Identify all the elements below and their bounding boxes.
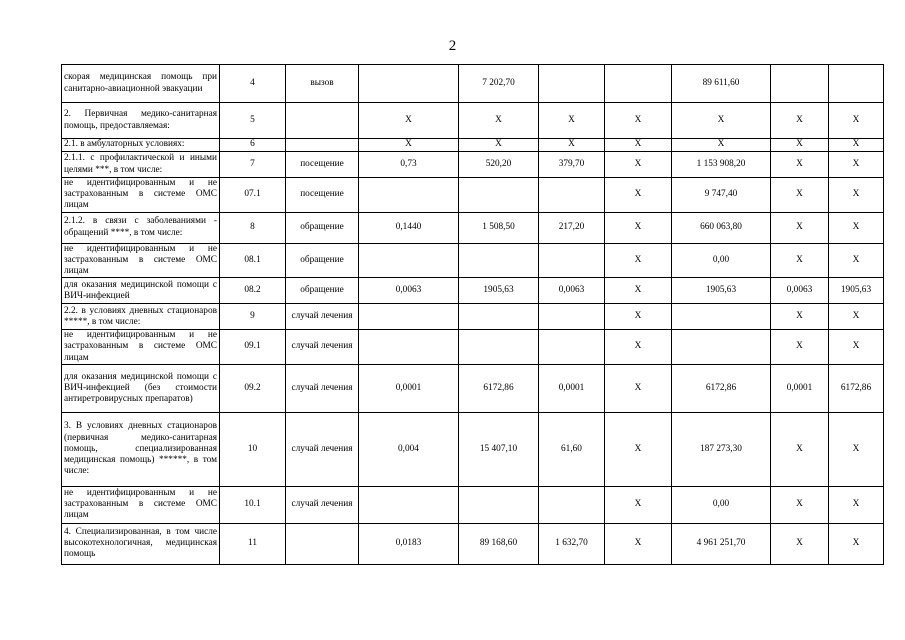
cost-cell: 1905,63 (459, 278, 539, 304)
unit-cell: случай лечения (286, 304, 359, 330)
col-6-cell: X (605, 103, 672, 139)
page-number: 2 (448, 38, 457, 54)
cost-cell: 15 407,10 (459, 412, 539, 486)
col-8-cell: 0,0001 (771, 364, 829, 412)
table-row (62, 152, 884, 178)
row-number-cell: 10.1 (220, 486, 286, 523)
total-cell: 660 063,80 (672, 212, 771, 243)
col-9-cell: X (829, 486, 884, 523)
col-9-cell: 1905,63 (829, 278, 884, 304)
col-9-cell: X (829, 152, 884, 178)
row-number-cell: 9 (220, 304, 286, 330)
col-6-cell: X (605, 486, 672, 523)
unit-cell: обращение (286, 243, 359, 278)
row-number-cell: 7 (220, 152, 286, 178)
unit-cell: обращение (286, 212, 359, 243)
per-capita-cell: X (539, 103, 605, 139)
unit-cell: обращение (286, 278, 359, 304)
row-name-cell: для оказания медицинской помощи с ВИЧ-инфекцией (62, 278, 220, 304)
col-9-cell: X (829, 212, 884, 243)
cost-cell: X (459, 139, 539, 152)
cost-cell (459, 486, 539, 523)
row-name-cell: 2.1.1. с профилактической и иными целями ***, в том числе: (62, 152, 220, 178)
volume-cell (359, 304, 459, 330)
row-name-cell: не идентифицированным и не застрахованным в системе ОМС лицам (62, 243, 220, 278)
table-row (62, 278, 884, 304)
cost-cell: 520,20 (459, 152, 539, 178)
row-name-cell: не идентифицированным и не застрахованным в системе ОМС лицам (62, 486, 220, 523)
col-8-cell: X (771, 103, 829, 139)
per-capita-cell (539, 330, 605, 365)
table-row (62, 103, 884, 139)
volume-cell: 0,73 (359, 152, 459, 178)
row-number-cell: 10 (220, 412, 286, 486)
table-row (62, 243, 884, 278)
row-number-cell: 8 (220, 212, 286, 243)
row-name-cell: не идентифицированным и не застрахованным в системе ОМС лицам (62, 330, 220, 365)
total-cell: X (672, 103, 771, 139)
row-number-cell: 08.2 (220, 278, 286, 304)
row-name-cell: 2.2. в условиях дневных стационаров *****, в том числе: (62, 304, 220, 330)
table-row (62, 212, 884, 243)
volume-cell: 0,0063 (359, 278, 459, 304)
table-row (62, 523, 884, 564)
col-9-cell: X (829, 178, 884, 213)
per-capita-cell (539, 65, 605, 103)
per-capita-cell: 1 632,70 (539, 523, 605, 564)
col-6-cell (605, 65, 672, 103)
volume-cell: 0,004 (359, 412, 459, 486)
per-capita-cell: 61,60 (539, 412, 605, 486)
cost-cell (459, 243, 539, 278)
col-8-cell: X (771, 152, 829, 178)
volume-cell: X (359, 103, 459, 139)
table-row (62, 330, 884, 365)
per-capita-cell: 217,20 (539, 212, 605, 243)
row-number-cell: 11 (220, 523, 286, 564)
volume-cell (359, 330, 459, 365)
unit-cell (286, 523, 359, 564)
col-8-cell (771, 65, 829, 103)
per-capita-cell: 0,0001 (539, 364, 605, 412)
cost-cell: 6172,86 (459, 364, 539, 412)
col-6-cell: X (605, 178, 672, 213)
unit-cell: случай лечения (286, 364, 359, 412)
row-number-cell: 08.1 (220, 243, 286, 278)
table-row (62, 178, 884, 213)
col-9-cell: X (829, 304, 884, 330)
col-9-cell (829, 65, 884, 103)
row-name-cell: для оказания медицинской помощи с ВИЧ-инфекцией (без стоимости антиретровирусных препаратов) (62, 364, 220, 412)
col-6-cell: X (605, 330, 672, 365)
cost-cell: 7 202,70 (459, 65, 539, 103)
table-row (62, 304, 884, 330)
col-6-cell: X (605, 304, 672, 330)
col-8-cell: X (771, 212, 829, 243)
per-capita-cell: 0,0063 (539, 278, 605, 304)
col-9-cell: X (829, 330, 884, 365)
row-name-cell: не идентифицированным и не застрахованным в системе ОМС лицам (62, 178, 220, 213)
per-capita-cell: X (539, 139, 605, 152)
volume-cell: 0,1440 (359, 212, 459, 243)
table-row (62, 364, 884, 412)
table-row (62, 412, 884, 486)
col-9-cell: 6172,86 (829, 364, 884, 412)
total-cell: 89 611,60 (672, 65, 771, 103)
unit-cell: вызов (286, 65, 359, 103)
total-cell: 1 153 908,20 (672, 152, 771, 178)
table-row (62, 486, 884, 523)
col-8-cell: X (771, 304, 829, 330)
col-8-cell: X (771, 243, 829, 278)
total-cell: 0,00 (672, 243, 771, 278)
col-9-cell: X (829, 139, 884, 152)
col-9-cell: X (829, 412, 884, 486)
row-number-cell: 4 (220, 65, 286, 103)
cost-cell (459, 304, 539, 330)
total-cell: 187 273,30 (672, 412, 771, 486)
total-cell: 0,00 (672, 486, 771, 523)
volume-cell: 0,0183 (359, 523, 459, 564)
cost-cell: 89 168,60 (459, 523, 539, 564)
col-8-cell: X (771, 523, 829, 564)
col-9-cell: X (829, 103, 884, 139)
row-name-cell: 2.1. в амбулаторных условиях: (62, 139, 220, 152)
col-9-cell: X (829, 243, 884, 278)
col-6-cell: X (605, 523, 672, 564)
col-8-cell: X (771, 139, 829, 152)
col-8-cell: 0,0063 (771, 278, 829, 304)
col-6-cell: X (605, 243, 672, 278)
volume-cell: 0,0001 (359, 364, 459, 412)
unit-cell: посещение (286, 178, 359, 213)
col-9-cell: X (829, 523, 884, 564)
col-6-cell: X (605, 152, 672, 178)
col-6-cell: X (605, 364, 672, 412)
total-cell: 6172,86 (672, 364, 771, 412)
row-number-cell: 07.1 (220, 178, 286, 213)
unit-cell: посещение (286, 152, 359, 178)
volume-cell: X (359, 139, 459, 152)
unit-cell (286, 103, 359, 139)
row-number-cell: 5 (220, 103, 286, 139)
col-8-cell: X (771, 330, 829, 365)
total-cell: 9 747,40 (672, 178, 771, 213)
col-6-cell: X (605, 412, 672, 486)
volume-cell (359, 65, 459, 103)
col-8-cell: X (771, 486, 829, 523)
per-capita-cell (539, 486, 605, 523)
unit-cell: случай лечения (286, 412, 359, 486)
table-row (62, 65, 884, 103)
table-row (62, 139, 884, 152)
volume-cell (359, 243, 459, 278)
row-number-cell: 09.1 (220, 330, 286, 365)
per-capita-cell (539, 178, 605, 213)
total-cell (672, 304, 771, 330)
row-number-cell: 6 (220, 139, 286, 152)
cost-cell: 1 508,50 (459, 212, 539, 243)
unit-cell (286, 139, 359, 152)
cost-cell: X (459, 103, 539, 139)
volume-cell (359, 178, 459, 213)
col-8-cell: X (771, 412, 829, 486)
row-name-cell: 2.1.2. в связи с заболеваниями - обращений ****, в том числе: (62, 212, 220, 243)
total-cell (672, 330, 771, 365)
col-8-cell: X (771, 178, 829, 213)
per-capita-cell (539, 243, 605, 278)
unit-cell: случай лечения (286, 330, 359, 365)
total-cell: 1905,63 (672, 278, 771, 304)
unit-cell: случай лечения (286, 486, 359, 523)
col-6-cell: X (605, 139, 672, 152)
total-cell: 4 961 251,70 (672, 523, 771, 564)
row-name-cell: 3. В условиях дневных стационаров (первичная медико-санитарная помощь, специализированная медицинская помощь) ******, в том числе: (62, 412, 220, 486)
tariff-table (61, 64, 884, 565)
row-name-cell: 2. Первичная медико-санитарная помощь, предоставляемая: (62, 103, 220, 139)
volume-cell (359, 486, 459, 523)
cost-cell (459, 330, 539, 365)
row-name-cell: 4. Специализированная, в том числе высокотехнологичная, медицинская помощь (62, 523, 220, 564)
row-number-cell: 09.2 (220, 364, 286, 412)
per-capita-cell: 379,70 (539, 152, 605, 178)
col-6-cell: X (605, 278, 672, 304)
row-name-cell: скорая медицинская помощь при санитарно-авиационной эвакуации (62, 65, 220, 103)
per-capita-cell (539, 304, 605, 330)
total-cell: X (672, 139, 771, 152)
col-6-cell: X (605, 212, 672, 243)
cost-cell (459, 178, 539, 213)
